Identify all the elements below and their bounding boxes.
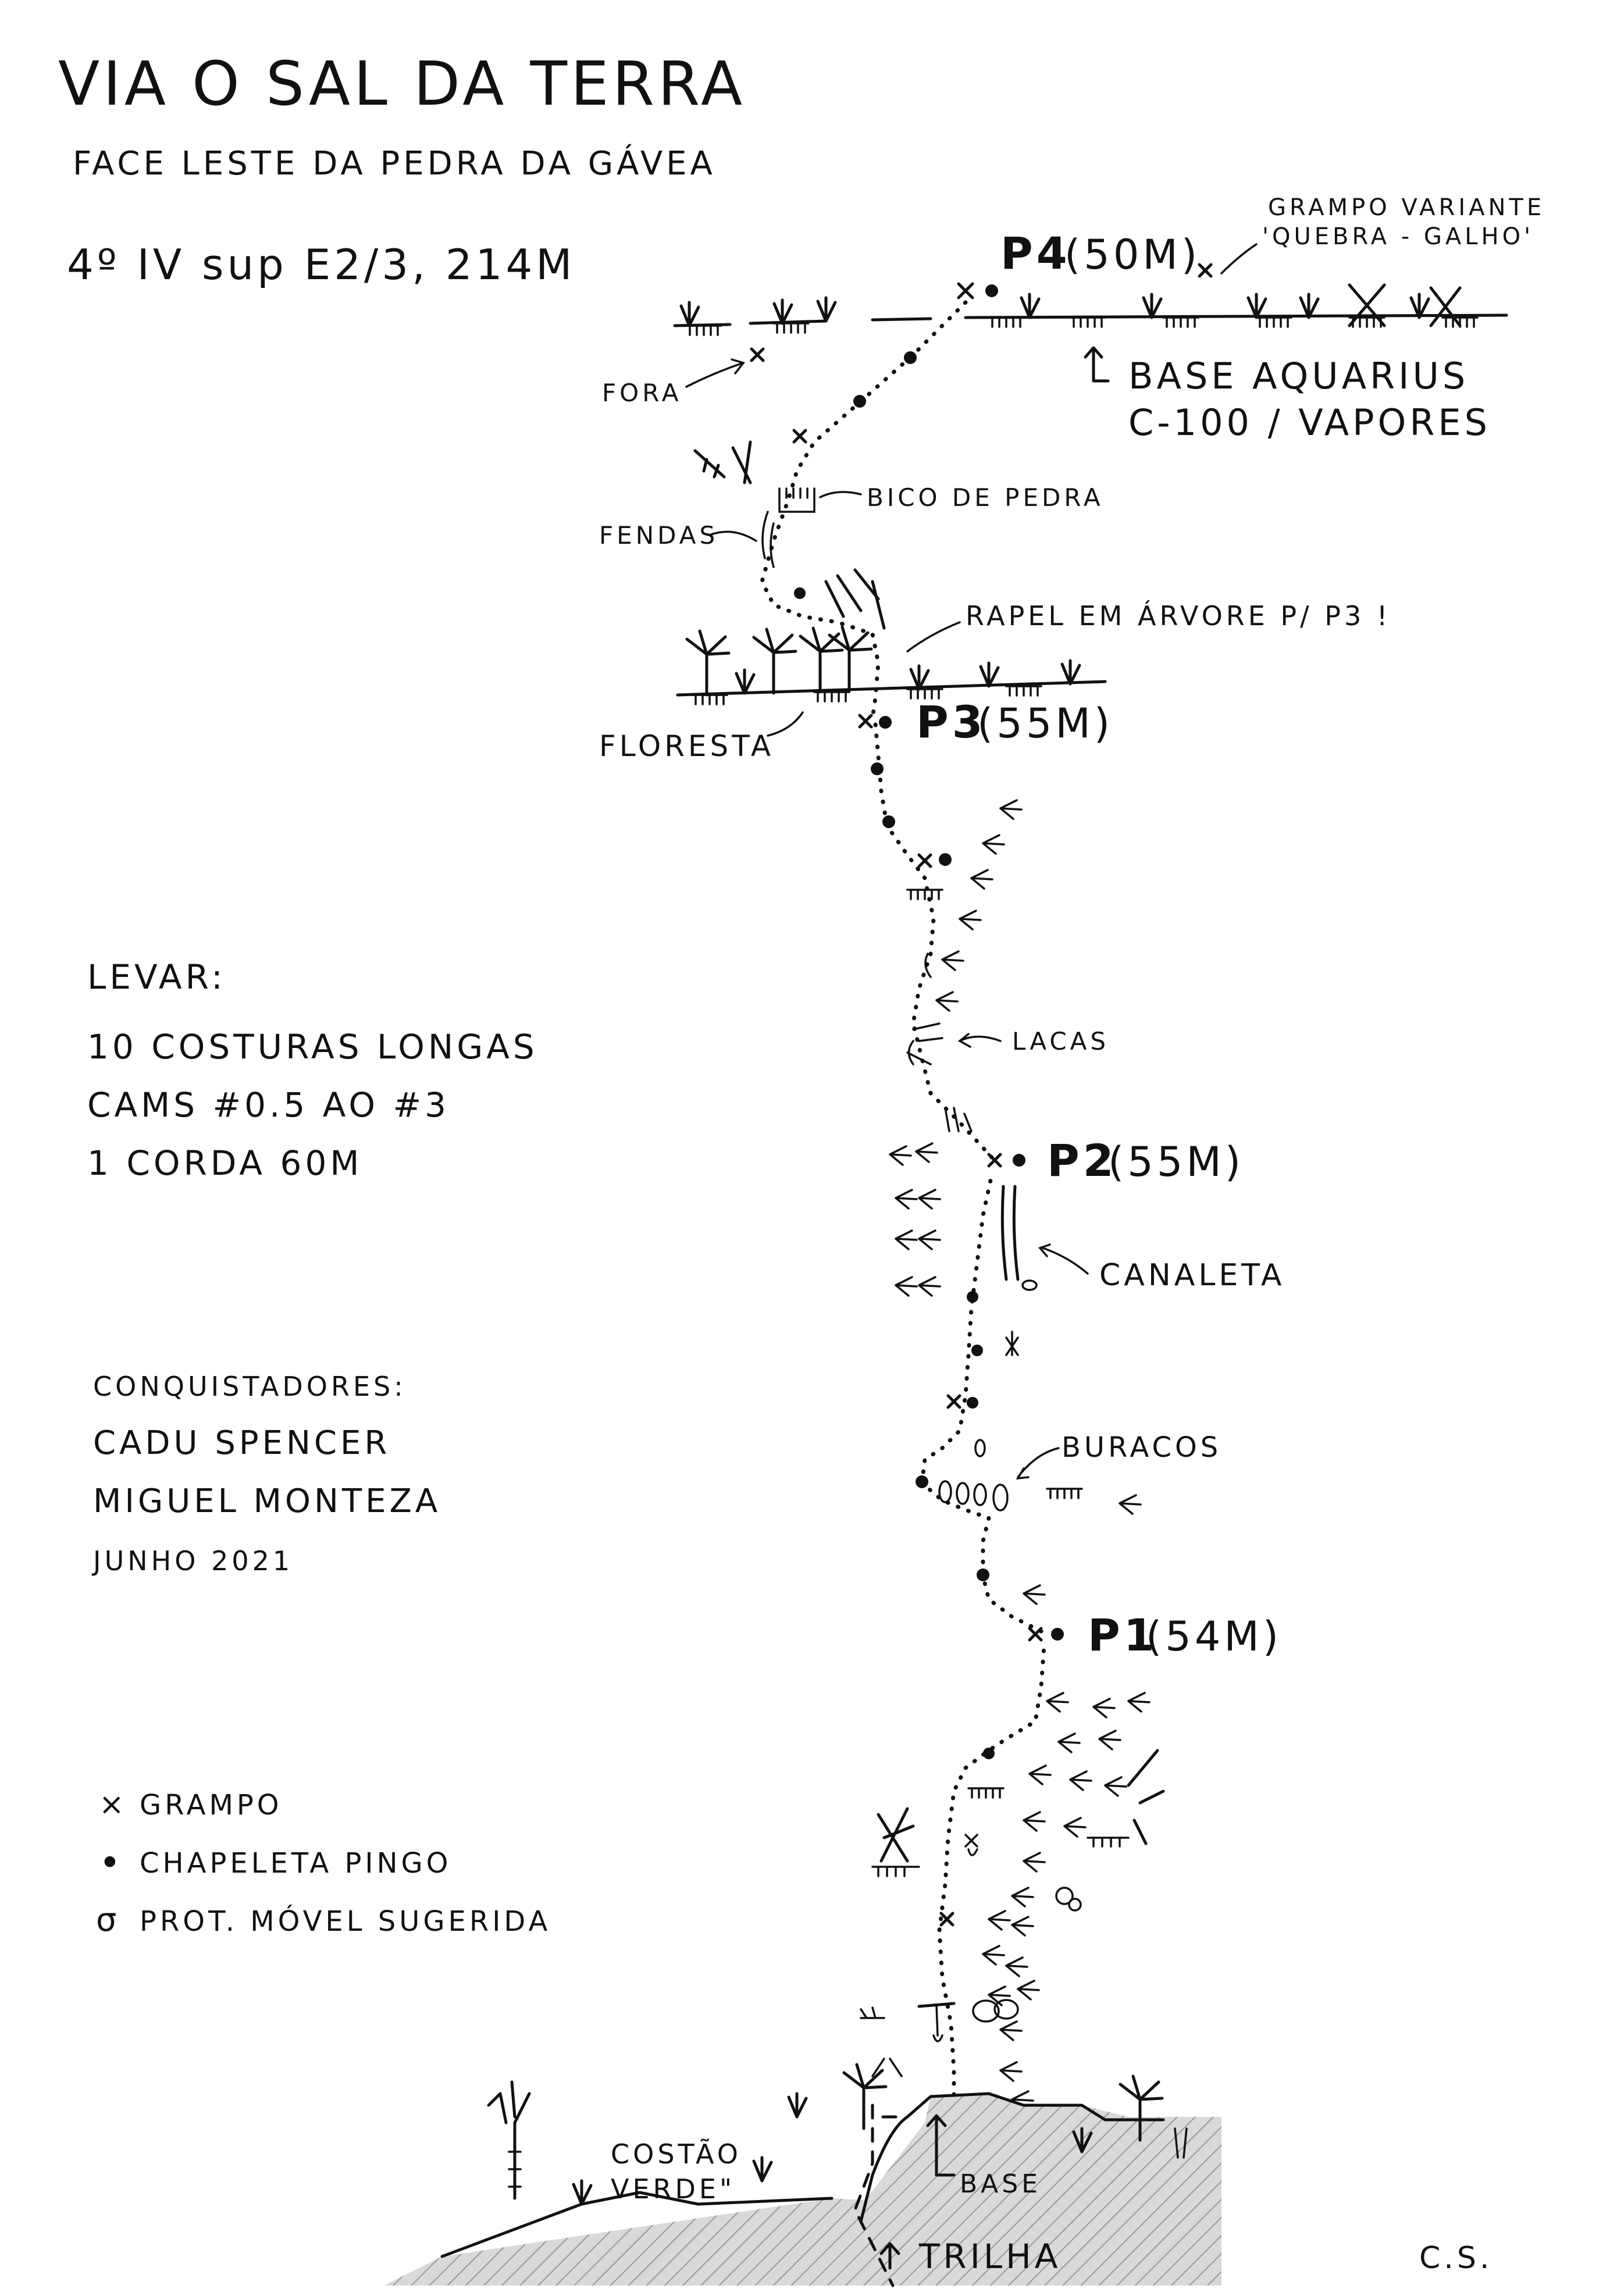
- variant-label-1: GRAMPO VARIANTE: [1268, 194, 1545, 221]
- top-ledge: [675, 285, 1506, 335]
- station-p3: [860, 696, 1113, 748]
- pitch-label-p2: P2: [1047, 1135, 1117, 1186]
- canaleta-feature: [1002, 1186, 1285, 1293]
- legend-label: PROT. MÓVEL SUGERIDA: [140, 1905, 551, 1938]
- costao-label-1: COSTÃO: [611, 2138, 742, 2170]
- page-subtitle: FACE LESTE DA PEDRA DA GÁVEA: [73, 145, 716, 183]
- gear-item: 10 COSTURAS LONGAS: [87, 1027, 538, 1067]
- route-grade: 4º IV sup E2/3, 214M: [67, 240, 576, 289]
- base-aquarius-label-2: C-100 / VAPORES: [1128, 401, 1491, 444]
- costao-label-2: VERDE": [611, 2173, 736, 2205]
- route-line-pitch-2: [922, 1175, 1041, 1631]
- legend-symbol-trad-gear: σ: [96, 1901, 120, 1939]
- fendas-label: FENDAS: [599, 521, 719, 550]
- first-pitch-bushes: [861, 1693, 1163, 2110]
- base-aquarius-label-1: BASE AQUARIUS: [1128, 355, 1469, 397]
- station-p2: [989, 1135, 1244, 1186]
- gear-list: [87, 957, 538, 1183]
- route-line-pitch-3: [875, 724, 992, 1157]
- pitch-length-p1: (54M): [1146, 1613, 1283, 1660]
- legend-label: CHAPELETA PINGO: [140, 1847, 452, 1880]
- buracos-label: BURACOS: [1062, 1431, 1222, 1464]
- fendas-note: [599, 512, 774, 567]
- bico-de-pedra: [695, 442, 1104, 512]
- canaleta-label: CANALETA: [1099, 1258, 1285, 1293]
- buracos-feature: [939, 1431, 1221, 1510]
- legend-symbol-hanger: •: [99, 1842, 124, 1885]
- trilha-label: TRILHA: [919, 2237, 1062, 2276]
- station-p1: [1030, 1609, 1282, 1661]
- first-ascent-date: JUNHO 2021: [93, 1545, 294, 1577]
- base-label: BASE: [960, 2169, 1042, 2199]
- pitch-label-p4: P4: [1000, 227, 1071, 279]
- pitch-length-p4: (50M): [1064, 231, 1201, 279]
- page-title: VIA O SAL DA TERRA: [58, 48, 746, 119]
- variant-label-2: 'QUEBRA - GALHO': [1262, 223, 1534, 250]
- pitch-length-p2: (55M): [1108, 1138, 1245, 1186]
- first-ascent-name: CADU SPENCER: [93, 1424, 391, 1462]
- rapel-label: RAPEL EM ÁRVORE P/ P3 !: [966, 600, 1391, 632]
- gear-item: CAMS #0.5 AO #3: [87, 1085, 450, 1125]
- gear-heading: LEVAR:: [87, 957, 226, 997]
- legend-symbol-bolt: ×: [99, 1787, 128, 1822]
- first-ascent-heading: CONQUISTADORES:: [93, 1371, 407, 1402]
- station-p4: [959, 227, 1201, 298]
- legend: [96, 1787, 551, 1939]
- base-aquarius-note: [1085, 348, 1491, 444]
- lacas-feature: [907, 1024, 1109, 1064]
- pitch-label-p3: P3: [916, 696, 986, 748]
- lacas-label: LACAS: [1012, 1027, 1110, 1056]
- pitch-label-p1: P1: [1088, 1609, 1158, 1661]
- costao-verde: [489, 2082, 771, 2205]
- pitch-length-p3: (55M): [977, 700, 1114, 747]
- variant-bolt: [1199, 194, 1545, 276]
- fora-label: FORA: [602, 379, 682, 407]
- bico-label: BICO DE PEDRA: [867, 483, 1104, 512]
- legend-label: GRAMPO: [140, 1789, 283, 1821]
- gear-item: 1 CORDA 60M: [87, 1143, 363, 1183]
- rapel-note: [826, 570, 1391, 651]
- route-line-pitch-1: [939, 1646, 1044, 2117]
- floresta-label: FLORESTA: [599, 729, 775, 763]
- fora-note: [602, 349, 763, 407]
- base-rock: [384, 2065, 1221, 2286]
- author-signature: C.S.: [1419, 2241, 1493, 2276]
- first-ascent-name: MIGUEL MONTEZA: [93, 1482, 441, 1520]
- first-ascent-block: [91, 1371, 441, 1577]
